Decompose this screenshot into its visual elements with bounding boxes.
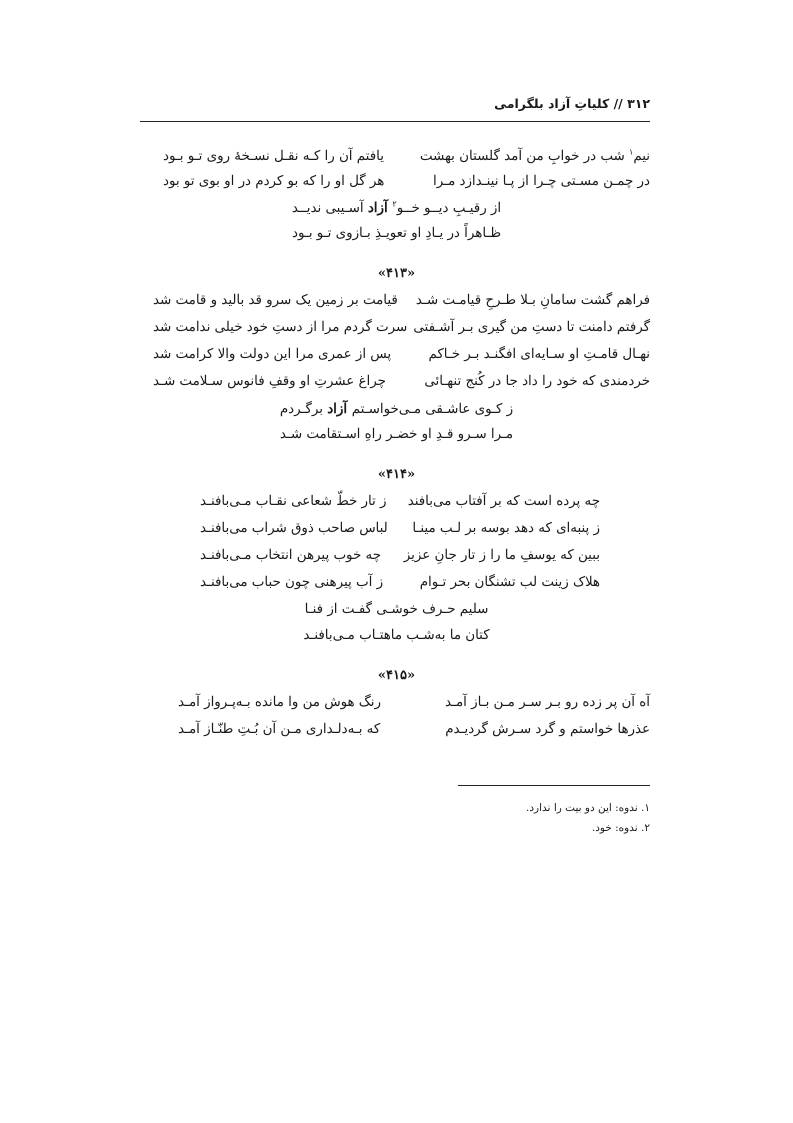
verse-414-4-left: ز آب پیرهنی چون حباب می‌بافنـد: [200, 575, 384, 590]
footnote-rule: [458, 785, 650, 786]
couplet-413-2: مـرا سـرو قـدِ او خضـر راهِ اسـتقامت شـد: [279, 427, 514, 442]
verse-413-3-right: نهـال قامـتِ او سـایه‌ای افگنـد بـر خـاکم: [428, 347, 650, 362]
verse-414-2-left: لباس صاحب ذوق شراب می‌بافنـد: [200, 521, 388, 536]
verse-413-4-right: خردمندی که خود را داد جا در کُنج تنهـائی: [424, 374, 650, 389]
verse-414-4-right: هلاک زینت لب تشنگان بحر تـوام: [419, 575, 600, 590]
footnote-1: ۱. ندوه: این دو بیت را ندارد.: [526, 802, 650, 814]
poem-number-415: «۴۱۵»: [377, 668, 416, 683]
closing-couplet-1: از رقیـبِ دیــو خــو$^۲$ آزاد آسـیبی ندیــد: [291, 199, 502, 216]
verse-415-2-right: عذرها خواستم و گرد سـرش گردیـدم: [445, 722, 650, 737]
verse-2-right: در چمـن مسـتی چـرا از پـا نینـدازد مـرا: [433, 174, 650, 189]
verse-413-3-left: پس از عمری مرا این دولت والا کرامت شد: [153, 347, 392, 362]
verse-413-4-left: چراغ عشرتِ او وقفِ فانوس سـلامت شـد: [153, 374, 386, 389]
verse-415-2-left: که بـه‌دلـداری مـن آن بُـتِ طنّـاز آمـد: [178, 722, 381, 737]
verse-414-3-right: ببین که یوسفِ ما را ز تار جانِ عزیز: [403, 548, 600, 563]
header-rule: [140, 121, 650, 122]
footnote-2: ۲. ندوه: خود.: [591, 822, 650, 834]
verse-1-left: یافتم آن را کـه نقـل نسـخۀ روی تـو بـود: [163, 149, 384, 164]
verse-415-1-left: رنگ هوش من وا مانده بـه‌پـرواز آمـد: [178, 695, 381, 710]
verse-413-2-left: سرت گردم مرا از دستِ خود خیلی ندامت شد: [153, 320, 408, 335]
verse-413-1-left: قیامت بر زمین یک سرو قد بالید و قامت شد: [153, 293, 398, 308]
closing-couplet-2: ظـاهراً در یـادِ او تعویـذِ بـازوی تـو بـود: [292, 226, 501, 241]
verse-413-1-right: فراهم گشت سامانِ بـلا طـرحِ قیامـت شـد: [415, 293, 650, 308]
verse-413-2-right: گرفتم دامنت تا دستِ من گیری بـر آشـفتی: [413, 320, 650, 335]
verse-1-right: نیم$^۱$ شب در خوابِ من آمد گلستان بهشت: [419, 147, 650, 164]
couplet-413-1: ز کـوی عاشـقی مـی‌خواسـتم آزاد برگـردم: [279, 401, 514, 417]
poem-number-414: «۴۱۴»: [377, 467, 416, 482]
couplet-414-1: سلیم حـرف خوشـی گفـت از فنـا: [304, 602, 489, 617]
verse-414-3-left: چه خوب پیرهن انتخاب مـی‌بافنـد: [200, 548, 381, 563]
verse-414-1-right: چه پرده است که بر آفتاب می‌بافند: [407, 494, 600, 509]
couplet-414-2: کتان ما به‌شـب ماهتـاب مـی‌بافنـد: [303, 628, 490, 643]
verse-414-2-right: ز پنبه‌ای که دهد بوسه بر لـب مینـا: [412, 521, 600, 536]
running-header: ۳۱۲ // کلیاتِ آزاد بلگرامی: [494, 96, 650, 111]
verse-414-1-left: ز تار خطّ شعاعی نقـاب مـی‌بافنـد: [200, 494, 387, 509]
poem-number-413: «۴۱۳»: [377, 266, 416, 281]
verse-2-left: هر گل او را که بو کردم در او بوی تو بود: [163, 174, 385, 189]
verse-415-1-right: آه آن پر زده رو بـر سـر مـن بـاز آمـد: [445, 695, 650, 710]
